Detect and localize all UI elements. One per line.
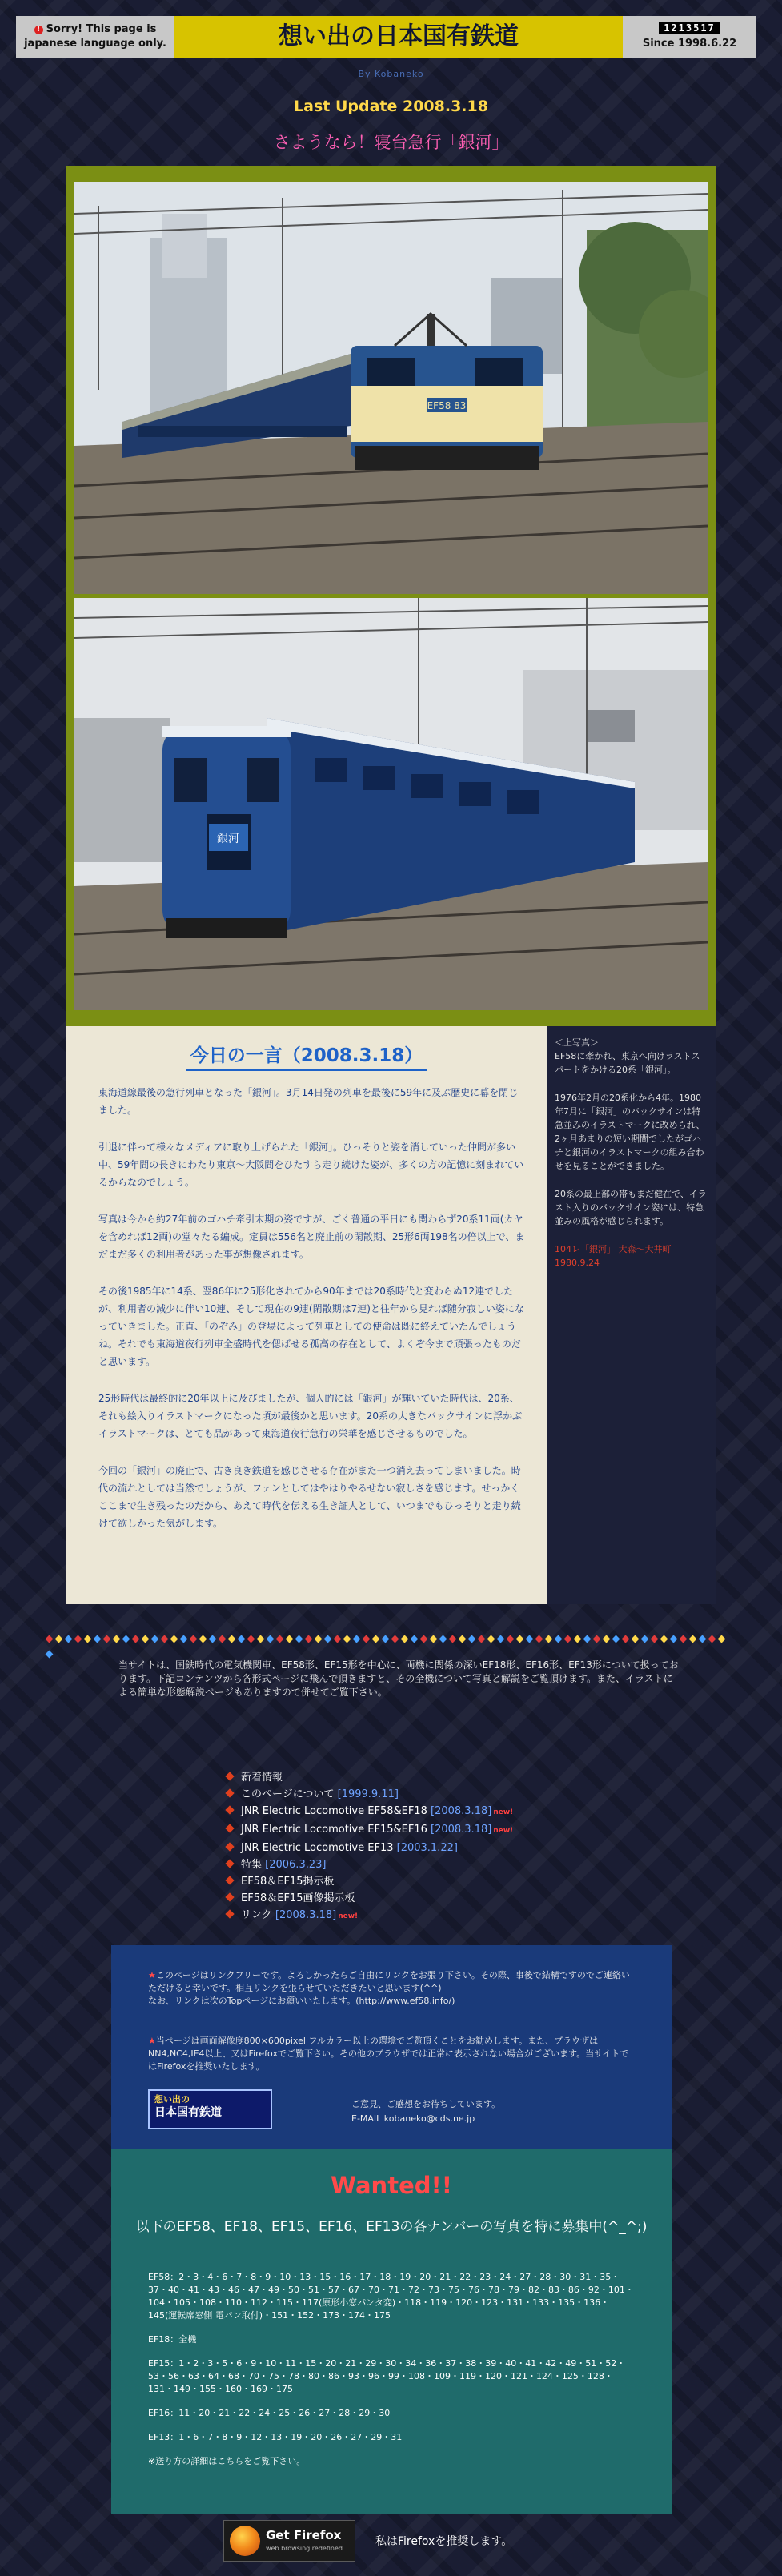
divider-diamond <box>267 1635 275 1643</box>
divider-diamond <box>689 1635 697 1643</box>
divider-diamond <box>459 1635 467 1643</box>
wanted-box <box>111 2149 672 2514</box>
menu-item-about[interactable] <box>223 1786 624 1803</box>
get-firefox-label: Get Firefox <box>266 2528 342 2542</box>
todays-word-panel <box>66 1026 547 1604</box>
menu-item-image-bbs[interactable] <box>223 1890 624 1907</box>
divider-diamond <box>209 1635 217 1643</box>
caption-paragraph: 1976年2月の20系化から4年。1980年7月に「銀河」のバックサインは特急並みのイラストマークに改められ、2ヶ月あまりの短い期間でしたがゴハチと銀河のイラストマークの組み合わせを見ることができました。 <box>555 1093 705 1171</box>
divider-diamond <box>161 1635 169 1643</box>
divider-diamond <box>190 1635 198 1643</box>
divider-diamond <box>305 1635 313 1643</box>
site-header <box>16 16 756 58</box>
divider-diamond <box>113 1635 121 1643</box>
wanted-list-ef13: EF13：1・6・7・8・9・12・13・19・20・26・27・29・31 <box>148 2432 403 2442</box>
page-subtitle: さようなら！寝台急行「銀河」 <box>273 133 509 152</box>
menu-item-links[interactable] <box>223 1907 624 1925</box>
divider-diamond <box>199 1635 207 1643</box>
divider-diamond <box>718 1635 726 1643</box>
divider-diamond <box>555 1635 563 1643</box>
divider-diamond <box>439 1635 447 1643</box>
divider-diamond <box>286 1635 294 1643</box>
divider-diamond <box>343 1635 351 1643</box>
divider-diamond <box>583 1635 592 1643</box>
menu-link[interactable]: JNR Electric Locomotive EF58&EF18 <box>241 1805 427 1817</box>
divider-diamond <box>247 1635 255 1643</box>
divider-diamond <box>103 1635 111 1643</box>
menu-link[interactable]: このページについて <box>241 1788 335 1800</box>
divider-diamond <box>401 1635 409 1643</box>
link-free-text: このページはリンクフリーです。よろしかったらご自由にリンクをお張り下さい。その際、事後で結構ですのでご連絡いただけると幸いです。相互リンクを張らせていただきたいと思います(^^) <box>148 1970 630 1993</box>
divider-diamond <box>257 1635 265 1643</box>
divider-diamond <box>622 1635 630 1643</box>
menu-link[interactable]: EF58＆EF15画像掲示板 <box>241 1892 355 1904</box>
divider-diamond <box>680 1635 688 1643</box>
menu-date: [2006.3.23] <box>265 1859 327 1871</box>
link-free-notice <box>148 1969 636 2008</box>
diamond-bullet-icon <box>225 1892 234 1901</box>
todays-word-paragraph: その後1985年に14系、翌86年に25形化されてから90年までは20系時代と変わらぬ12連でしたが、利用者の減少に伴い10連、そして現在の9連(閑散期は7連)と往年から見れば随分寂しい姿になっていきました。正直、「のぞみ」の登場によって列車としての使命は既に終えていたんでしょうね。それでも東海道夜行列車全盛時代を偲ばせる孤高の存在として、よくぞ今まで頑張ったものだと思います。 <box>98 1286 524 1367</box>
divider-diamond <box>478 1635 486 1643</box>
divider-diamond <box>276 1635 284 1643</box>
locomotive-number-plate: EF58 83 <box>427 400 467 411</box>
firefox-icon <box>230 2526 260 2556</box>
locomotive-photo <box>74 182 708 594</box>
divider-diamond <box>411 1635 419 1643</box>
divider-diamond <box>593 1635 601 1643</box>
firefox-recommend-text: 私はFirefoxを推奨します。 <box>375 2535 513 2548</box>
divider-diamond <box>468 1635 476 1643</box>
divider-diamond <box>487 1635 495 1643</box>
language-notice <box>16 16 174 58</box>
diamond-bullet-icon <box>225 1772 234 1780</box>
warning-icon: ! <box>34 26 43 34</box>
todays-word-paragraph: 東海道線最後の急行列車となった「銀河」。3月14日発の列車を最後に59年に及ぶ歴史に幕を閉じました。 <box>98 1087 519 1116</box>
tail-car-photo <box>74 598 708 1010</box>
menu-item-ef58-ef18[interactable] <box>223 1803 624 1821</box>
divider-diamond <box>74 1635 82 1643</box>
wanted-list-ef18: EF18：全機 <box>148 2334 197 2345</box>
menu-link[interactable]: JNR Electric Locomotive EF15&EF16 <box>241 1824 427 1836</box>
diamond-bullet-icon <box>225 1859 234 1868</box>
tail-car-photo-illustration <box>74 598 708 1010</box>
todays-word-paragraph: 25形時代は最終的に20年以上に及びましたが、個人的には「銀河」が輝いていた時代は、20系、それも絵入りイラストマークになった頃が最後かと思います。20系の大きなバックサインに浮かぶイラストマークは、とても品があって東海道夜行急行の栄華を感じさせるものでした。 <box>98 1393 523 1439</box>
divider-diamond <box>151 1635 159 1643</box>
divider-diamond <box>507 1635 515 1643</box>
divider-diamond <box>170 1635 178 1643</box>
photo-frame <box>66 166 716 1026</box>
menu-item-bbs[interactable] <box>223 1873 624 1890</box>
divider-diamond <box>142 1635 150 1643</box>
divider-diamond <box>295 1635 303 1643</box>
menu-link[interactable]: 新着情報 <box>241 1772 283 1784</box>
link-top-page-text[interactable]: なお、リンクは次のTopページにお願いいたします。(http://www.ef58.info/) <box>148 1996 455 2006</box>
divider-diamond <box>55 1635 63 1643</box>
site-title: 想い出の日本国有鉄道 <box>174 16 623 58</box>
new-badge: new! <box>493 1808 514 1816</box>
divider-diamond <box>545 1635 553 1643</box>
wanted-list-ef16: EF16：11・20・21・22・24・25・26・27・28・29・30 <box>148 2408 391 2418</box>
divider-diamond <box>382 1635 390 1643</box>
todays-word-paragraph: 今回の「銀河」の廃止で、古き良き鉄道を感じさせる存在がまた一つ消え去ってしまいました。時代の流れとしては当然でしょうが、ファンとしてはやはりやるせない寂しさを感じます。せっかくここまで生き残ったのだから、あえて時代を伝える生き証人として、いつまでもひっそりと走り続けて欲しかった気がします。 <box>98 1465 521 1529</box>
get-firefox-sub: web browsing redefined <box>266 2545 343 2552</box>
todays-word-body <box>98 1084 527 1551</box>
divider-diamond <box>699 1635 707 1643</box>
diamond-bullet-icon <box>225 1842 234 1851</box>
menu-date: [2008.3.18] <box>431 1805 492 1817</box>
menu-link[interactable]: EF58＆EF15掲示板 <box>241 1876 335 1888</box>
diamond-bullet-icon <box>225 1909 234 1918</box>
wanted-lists <box>148 2271 636 2479</box>
star-icon: ★ <box>148 1970 156 1980</box>
wanted-title: Wanted!! <box>331 2172 452 2199</box>
contact-email[interactable]: E-MAIL kobaneko@cds.ne.jp <box>351 2113 475 2124</box>
since-date: Since 1998.6.22 <box>642 38 737 50</box>
divider-diamond <box>363 1635 371 1643</box>
train-backsign: 銀河 <box>217 833 239 845</box>
divider-diamond <box>603 1635 611 1643</box>
diamond-bullet-icon <box>225 1805 234 1814</box>
menu-date: [2003.1.22] <box>396 1842 458 1854</box>
divider-diamond <box>353 1635 361 1643</box>
divider-diamond <box>46 1651 54 1659</box>
wanted-list-ef15: EF15：1・2・3・5・6・9・10・11・15・20・21・29・30・34・36・37・38・39・40・41・42・49・51・52・53・56・63・64・68・70・75・78・80・86・93・96・99・108・109・119・120・121・124・125・128・131・149・155・160・169・175 <box>148 2358 626 2394</box>
menu-date: [1999.9.11] <box>337 1788 399 1800</box>
link-notice-box <box>111 1945 672 2149</box>
site-banner-logo[interactable] <box>148 2089 272 2129</box>
divider-diamond <box>94 1635 102 1643</box>
divider-diamond <box>497 1635 505 1643</box>
caption-label: ＜上写真＞ <box>555 1037 599 1048</box>
browser-notice-text: 当ページは画面解像度800×600pixel フルカラー以上の環境でご覧頂くことをお勧めします。また、ブラウザはNN4,NC4,IE4以上、又はFirefoxでご覧下さい。その他のブラウザでは正常に表示されない場合がございます。当サイトではFirefoxを推奨いたします。 <box>148 2036 629 2072</box>
divider-diamond <box>708 1635 716 1643</box>
get-firefox-button[interactable] <box>223 2520 355 2562</box>
divider-diamond <box>564 1635 572 1643</box>
visit-counter: 1213517 <box>659 22 720 34</box>
decorative-divider <box>46 1630 735 1638</box>
divider-diamond <box>315 1635 323 1643</box>
divider-diamond <box>324 1635 332 1643</box>
contact-info <box>351 2097 500 2126</box>
photo-info: 104レ「銀河」 大森〜大井町 <box>555 1244 672 1254</box>
menu-link[interactable]: 特集 <box>241 1859 263 1871</box>
heading-underline <box>186 1069 427 1071</box>
contact-line: ご意見、ご感想をお待ちしています。 <box>351 2099 501 2109</box>
browser-notice <box>148 2035 636 2073</box>
divider-diamond <box>180 1635 188 1643</box>
divider-diamond <box>65 1635 73 1643</box>
menu-link[interactable]: リンク <box>241 1909 272 1921</box>
visit-counter-panel <box>623 16 756 58</box>
diamond-bullet-icon <box>225 1788 234 1797</box>
new-badge: new! <box>493 1827 514 1835</box>
content-menu <box>223 1769 624 1925</box>
language-notice-text: Sorry! This page is japanese language only. <box>24 23 166 50</box>
divider-diamond <box>391 1635 399 1643</box>
todays-word-paragraph: 引退に伴って様々なメディアに取り上げられた「銀河」。ひっそりと姿を消していった仲間が多い中、59年間の長きにわたり東京〜大阪間をひたすら走り続けた姿が、多くの方の記憶に刻まれているからなのでしょう。 <box>98 1142 524 1188</box>
divider-diamond <box>632 1635 640 1643</box>
menu-date: [2008.3.18] <box>275 1909 337 1921</box>
new-badge: new! <box>338 1912 359 1920</box>
divider-diamond <box>122 1635 130 1643</box>
menu-item-ef15-ef16[interactable] <box>223 1821 624 1840</box>
wanted-lead: 以下のEF58、EF18、EF15、EF16、EF13の各ナンバーの写真を特に募集中(^_^;) <box>135 2219 648 2235</box>
divider-diamond <box>372 1635 380 1643</box>
divider-diamond <box>228 1635 236 1643</box>
todays-word-paragraph: 写真は今から約27年前のゴハチ牽引末期の姿ですが、ごく普通の平日にも関わらず20系11両(カヤを含めれば12両)の堂々たる編成。定員は556名と廃止前の閑散期、25形6両198名の倍以上で、まだまだ多くの利用者があった事が想像されます。 <box>98 1214 525 1260</box>
divider-diamond <box>238 1635 246 1643</box>
byline: By Kobaneko <box>358 69 424 79</box>
divider-diamond <box>651 1635 659 1643</box>
menu-item-feature[interactable] <box>223 1856 624 1873</box>
caption-paragraph: 20系の最上部の帯もまだ健在で、イラスト入りのバックサイン姿には、特急並みの風格が感じられます。 <box>555 1189 707 1226</box>
star-icon: ★ <box>148 2036 156 2046</box>
divider-diamond <box>84 1635 92 1643</box>
divider-diamond <box>420 1635 428 1643</box>
divider-diamond <box>670 1635 678 1643</box>
caption-paragraph: EF58に牽かれ、東京へ向けラストスパートをかける20系「銀河」。 <box>555 1051 700 1075</box>
divider-diamond <box>660 1635 668 1643</box>
diamond-bullet-icon <box>225 1824 234 1832</box>
divider-diamond <box>516 1635 524 1643</box>
divider-diamond <box>219 1635 227 1643</box>
wanted-shipping-note[interactable]: ※送り方の詳細はこちらをご覧下さい。 <box>148 2456 306 2466</box>
divider-diamond <box>449 1635 457 1643</box>
todays-word-heading: 今日の一言（2008.3.18） <box>190 1045 423 1066</box>
divider-diamond <box>574 1635 582 1643</box>
divider-diamond <box>535 1635 543 1643</box>
divider-diamond <box>334 1635 342 1643</box>
menu-link[interactable]: JNR Electric Locomotive EF13 <box>241 1842 394 1854</box>
divider-diamond <box>430 1635 438 1643</box>
banner-logo-main: 日本国有鉄道 <box>154 2106 222 2119</box>
menu-item-news[interactable] <box>223 1769 624 1786</box>
photo-caption-panel <box>547 1026 716 1604</box>
divider-diamond <box>46 1635 54 1643</box>
divider-diamond <box>132 1635 140 1643</box>
photo-date: 1980.9.24 <box>555 1258 600 1268</box>
firefox-promo <box>223 2520 559 2564</box>
wanted-list-ef58: EF58：2・3・4・6・7・8・9・10・13・15・16・17・18・19・20・21・22・23・24・27・28・30・31・35・37・40・41・43・46・47・49・50・51・57・67・70・71・72・73・75・76・78・79・82・83・86・92・101・104・105・108・110・112・115・117(原形小窓パンタ変)・118・119・120・123・131・133・135・136・145(運転席窓側 電パン取付)・151・152・173・174・175 <box>148 2272 634 2321</box>
banner-logo-small: 想い出の <box>154 2094 190 2105</box>
divider-diamond <box>526 1635 534 1643</box>
site-intro: 当サイトは、国鉄時代の電気機関車、EF58形、EF15形を中心に、両機に関係の深いEF18形、EF16形、EF13形について扱っております。下記コンテンツから各形式ページに飛んで頂きますと、その全機について写真と解説をご覧頂けます。また、イラストによる簡単な形態解説ページもありますので併せてご覧下さい。 <box>118 1659 679 1698</box>
menu-item-ef13[interactable] <box>223 1840 624 1856</box>
locomotive-photo-illustration <box>74 182 708 594</box>
divider-diamond <box>641 1635 649 1643</box>
diamond-bullet-icon <box>225 1876 234 1884</box>
divider-diamond <box>612 1635 620 1643</box>
menu-date: [2008.3.18] <box>431 1824 492 1836</box>
last-update: Last Update 2008.3.18 <box>294 98 488 115</box>
